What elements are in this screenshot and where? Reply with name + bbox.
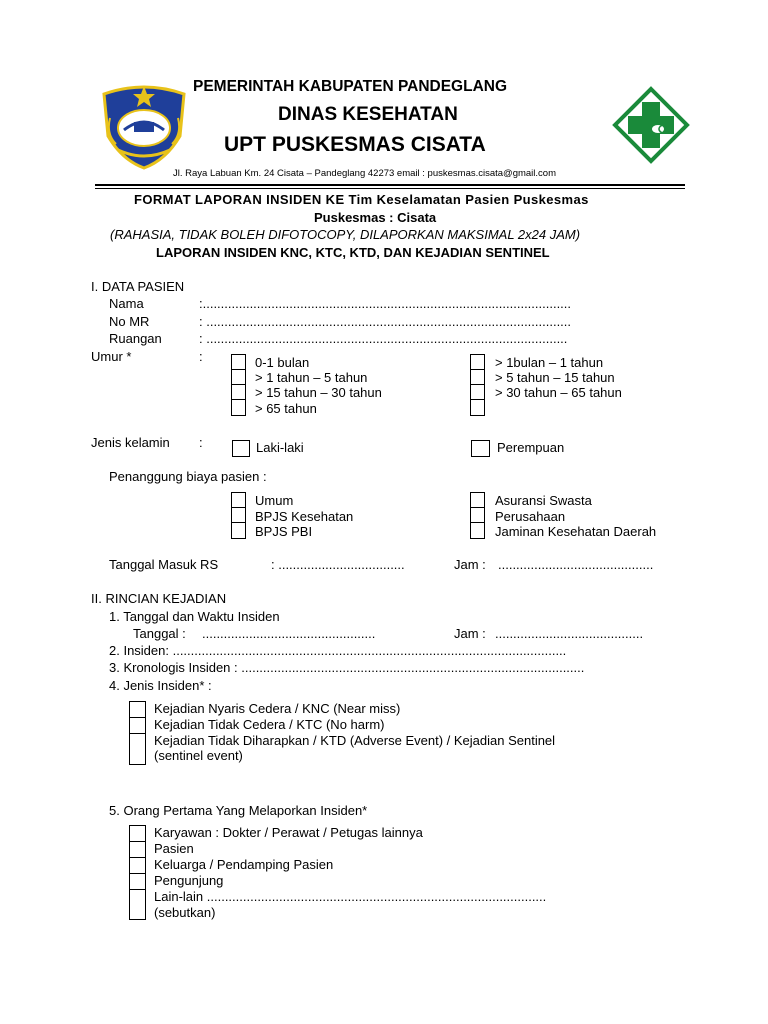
section2-heading: II. RINCIAN KEJADIAN: [91, 591, 227, 606]
tanggal-masuk-field[interactable]: : ...................................: [271, 557, 405, 572]
nomr-label: No MR: [109, 314, 150, 329]
jenis-option-label: Kejadian Tidak Diharapkan / KTD (Adverse Event) / Kejadian Sentinel: [154, 733, 556, 748]
header-address: Jl. Raya Labuan Km. 24 Cisata – Pandeglang 42273 email : puskesmas.cisata@gmail.com: [173, 168, 556, 179]
pelapor-option-label: (sebutkan): [154, 905, 216, 920]
checkbox[interactable]: [470, 384, 485, 400]
nama-label: Nama: [109, 296, 144, 311]
checkbox[interactable]: [129, 733, 146, 765]
header-department: DINAS KESEHATAN: [278, 104, 458, 125]
section1-heading: I. DATA PASIEN: [91, 279, 185, 294]
checkbox[interactable]: [231, 369, 246, 385]
checkbox[interactable]: [231, 354, 246, 370]
checkbox[interactable]: [470, 369, 485, 385]
pelapor-option-label: Lain-lain ..............................................................................................: [154, 889, 547, 904]
umur-option-label: > 30 tahun – 65 tahun: [495, 385, 622, 400]
insiden-field[interactable]: 2. Insiden: .............................................................................................................: [109, 643, 567, 658]
pelapor-option-label: Karyawan : Dokter / Perawat / Petugas lainnya: [154, 825, 423, 840]
checkbox[interactable]: [231, 522, 246, 539]
checkbox[interactable]: [129, 825, 146, 842]
checkbox[interactable]: [231, 492, 246, 508]
item1-label: 1. Tanggal dan Waktu Insiden: [109, 609, 280, 624]
nama-field[interactable]: :......................................................................................................: [199, 296, 572, 311]
form-puskesmas: Puskesmas : Cisata: [314, 210, 437, 225]
jenis-kelamin-colon: :: [199, 435, 203, 450]
header-divider-thick: [95, 184, 685, 186]
umur-option-label: > 65 tahun: [255, 401, 317, 416]
header-institution: UPT PUSKESMAS CISATA: [224, 133, 486, 156]
jam-masuk-label: Jam :: [454, 557, 486, 572]
checkbox[interactable]: [470, 492, 485, 508]
umur-label: Umur *: [91, 349, 132, 364]
umur-option-label: 0-1 bulan: [255, 355, 310, 370]
biaya-option-label: Jaminan Kesehatan Daerah: [495, 524, 657, 539]
checkbox[interactable]: [231, 507, 246, 523]
tanggal-insiden-label: Tanggal :: [133, 626, 186, 641]
header-divider-thin: [95, 188, 685, 189]
laki-laki-label: Laki-laki: [256, 440, 304, 455]
checkbox[interactable]: [129, 701, 146, 718]
tanggal-masuk-label: Tanggal Masuk RS: [109, 557, 219, 572]
jenis-kelamin-label: Jenis kelamin: [91, 435, 170, 450]
biaya-option-label: Umum: [255, 493, 294, 508]
checkbox[interactable]: [129, 857, 146, 874]
pelapor-option-label: Pengunjung: [154, 873, 224, 888]
perempuan-label: Perempuan: [497, 440, 565, 455]
jenis-option-label: Kejadian Tidak Cedera / KTC (No harm): [154, 717, 385, 732]
form-title: FORMAT LAPORAN INSIDEN KE Tim Keselamatan Pasien Puskesmas: [134, 192, 589, 207]
nomr-field[interactable]: : .....................................................................................................: [199, 314, 572, 329]
jenis-option-label: (sentinel event): [154, 748, 243, 763]
tanggal-insiden-field[interactable]: ................................................: [202, 626, 376, 641]
biaya-label: Penanggung biaya pasien :: [109, 469, 267, 484]
item4-label: 4. Jenis Insiden* :: [109, 678, 212, 693]
jam-insiden-field[interactable]: .........................................: [495, 626, 644, 641]
ruangan-field[interactable]: : ....................................................................................................: [199, 331, 568, 346]
checkbox[interactable]: [470, 522, 485, 539]
checkbox-laki-laki[interactable]: [232, 440, 250, 457]
biaya-option-label: BPJS Kesehatan: [255, 509, 354, 524]
umur-option-label: > 1bulan – 1 tahun: [495, 355, 604, 370]
checkbox[interactable]: [470, 507, 485, 523]
jam-insiden-label: Jam :: [454, 626, 486, 641]
checkbox[interactable]: [231, 399, 246, 416]
pelapor-option-label: Pasien: [154, 841, 194, 856]
jam-masuk-field[interactable]: ...........................................: [498, 557, 654, 572]
header-government: PEMERINTAH KABUPATEN PANDEGLANG: [193, 78, 508, 95]
checkbox[interactable]: [129, 841, 146, 858]
biaya-option-label: Asuransi Swasta: [495, 493, 592, 508]
umur-option-label: > 1 tahun – 5 tahun: [255, 370, 368, 385]
checkbox[interactable]: [129, 717, 146, 734]
pelapor-option-label: Keluarga / Pendamping Pasien: [154, 857, 334, 872]
umur-option-label: > 5 tahun – 15 tahun: [495, 370, 615, 385]
ruangan-label: Ruangan: [109, 331, 162, 346]
checkbox[interactable]: [470, 399, 485, 416]
regency-seal-logo: [96, 78, 192, 170]
checkbox-perempuan[interactable]: [471, 440, 490, 457]
umur-colon: :: [199, 349, 203, 364]
form-confidential-note: (RAHASIA, TIDAK BOLEH DIFOTOCOPY, DILAPORKAN MAKSIMAL 2x24 JAM): [110, 227, 581, 242]
checkbox[interactable]: [129, 889, 146, 920]
puskesmas-logo: [612, 86, 690, 164]
jenis-option-label: Kejadian Nyaris Cedera / KNC (Near miss): [154, 701, 401, 716]
checkbox[interactable]: [470, 354, 485, 370]
biaya-option-label: BPJS PBI: [255, 524, 313, 539]
kronologis-field[interactable]: 3. Kronologis Insiden : ...............................................................................................: [109, 660, 585, 675]
item5-label: 5. Orang Pertama Yang Melaporkan Insiden*: [109, 803, 368, 818]
checkbox[interactable]: [231, 384, 246, 400]
checkbox[interactable]: [129, 873, 146, 890]
umur-option-label: > 15 tahun – 30 tahun: [255, 385, 382, 400]
form-subtitle: LAPORAN INSIDEN KNC, KTC, KTD, DAN KEJADIAN SENTINEL: [156, 245, 550, 260]
biaya-option-label: Perusahaan: [495, 509, 566, 524]
